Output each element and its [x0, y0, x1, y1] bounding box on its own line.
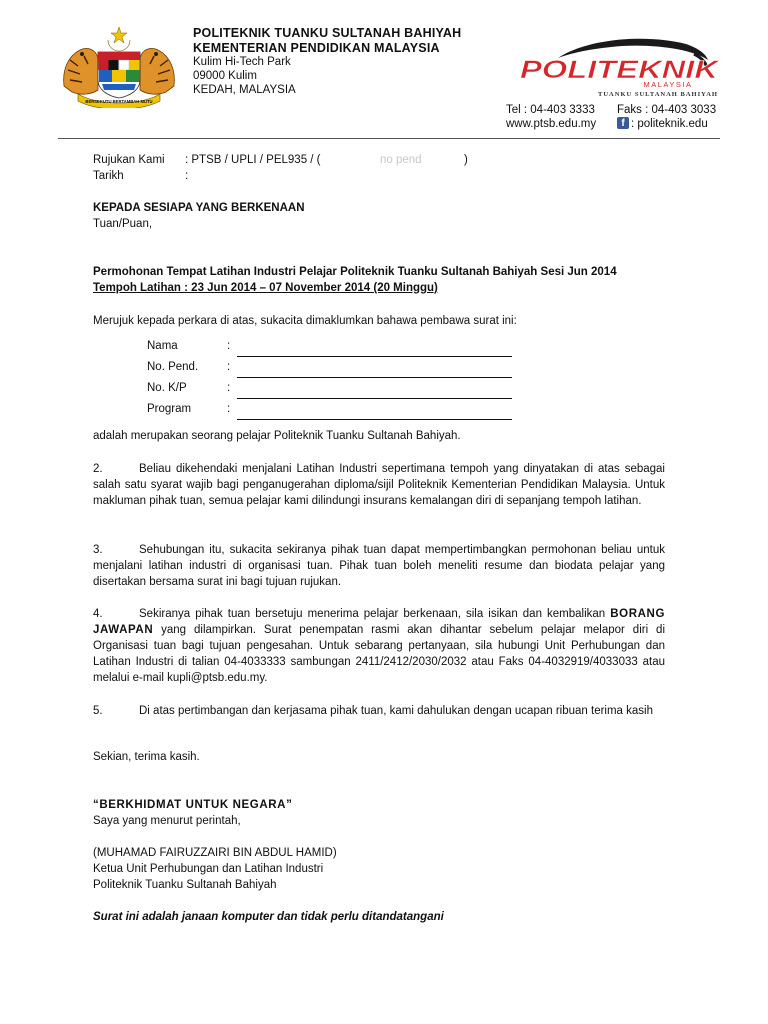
- tarikh-value: :: [185, 170, 189, 182]
- signer-title: Ketua Unit Perhubungan dan Latihan Industri: [93, 863, 324, 875]
- telephone: Tel : 04-403 3333: [506, 104, 595, 116]
- closing-thanks: Sekian, terima kasih.: [93, 751, 200, 763]
- paragraph-number: 3.: [93, 544, 103, 556]
- field-label-no-kp: No. K/P: [147, 382, 187, 394]
- signer-organisation: Politeknik Tuanku Sultanah Bahiyah: [93, 879, 277, 891]
- paragraph-number: 2.: [93, 463, 103, 475]
- crest-motto: BERSEKUTU BERTAMBAH MUTU: [85, 99, 153, 104]
- paragraph-4: [93, 606, 665, 686]
- paragraph-text: Sehubungan itu, sukacita sekiranya pihak tuan dapat mempertimbangkan permohonan beliau untuk menjalani latihan industri di organisasi tuan. Pihak tuan boleh meneliti resume dan biodata pelajar yang disertakan bersama surat ini bagi tujuan rujukan.: [93, 544, 665, 588]
- greeting: Tuan/Puan,: [93, 218, 153, 230]
- nama-fill-line: [237, 356, 512, 357]
- no-pend-fill-line: [237, 377, 512, 378]
- fax: Faks : 04-403 3033: [617, 104, 717, 116]
- logo-tagline: TUANKU SULTANAH BAHIYAH: [598, 91, 718, 98]
- field-colon: :: [227, 403, 231, 415]
- paragraph-3: [93, 542, 665, 590]
- field-label-no-pend: No. Pend.: [147, 361, 199, 373]
- no-kp-fill-line: [237, 398, 512, 399]
- paragraph-number: 4.: [93, 608, 103, 620]
- address-line-2: 09000 Kulim: [193, 70, 257, 82]
- malaysia-coat-of-arms-crest-icon: [58, 26, 180, 108]
- tarikh-label: Tarikh: [93, 170, 124, 182]
- rujukan-value: : PTSB / UPLI / PEL935 / (: [185, 154, 321, 166]
- paragraph-number: 5.: [93, 705, 103, 717]
- subject-line-1: Permohonan Tempat Latihan Industri Pelajar Politeknik Tuanku Sultanah Bahiyah Sesi Jun 2014: [93, 266, 617, 278]
- facebook-icon: f: [617, 117, 629, 129]
- student-statement: adalah merupakan seorang pelajar Politeknik Tuanku Sultanah Bahiyah.: [93, 430, 461, 442]
- intro-text: Merujuk kepada perkara di atas, sukacita dimaklumkan bahawa pembawa surat ini:: [93, 315, 517, 327]
- recipient-heading: KEPADA SESIAPA YANG BERKENAAN: [93, 202, 305, 214]
- computer-generated-note: Surat ini adalah janaan komputer dan tidak perlu ditandatangani: [93, 911, 444, 923]
- politeknik-logo: [518, 36, 722, 98]
- website-link[interactable]: www.ptsb.edu.my: [506, 118, 597, 130]
- program-fill-line: [237, 419, 512, 420]
- paragraph-text: Beliau dikehendaki menjalani Latihan Industri sepertimana tempoh yang dinyatakan di atas sebagai salah satu syarat wajib bagi penganugerahan diploma/sijil Politeknik Kementerian Pendidikan Malaysia. Untuk makluman pihak tuan, semua pelajar kami dilindungi insurans kemalangan diri di sepanjang tempoh latihan.: [93, 463, 665, 507]
- signer-name: (MUHAMAD FAIRUZZAIRI BIN ABDUL HAMID): [93, 847, 337, 859]
- field-colon: :: [227, 340, 231, 352]
- rujukan-label: Rujukan Kami: [93, 154, 165, 166]
- subject-line-2: Tempoh Latihan : 23 Jun 2014 – 07 November 2014 (20 Minggu): [93, 282, 438, 294]
- institution-name: POLITEKNIK TUANKU SULTANAH BAHIYAH: [193, 26, 462, 40]
- logo-country: MALAYSIA: [643, 80, 693, 89]
- field-label-nama: Nama: [147, 340, 178, 352]
- paragraph-2: [93, 461, 665, 509]
- rujukan-placeholder: no pend: [380, 154, 422, 166]
- field-colon: :: [227, 382, 231, 394]
- paragraph-text: Di atas pertimbangan dan kerjasama pihak tuan, kami dahulukan dengan ucapan ribuan terima kasih: [139, 705, 653, 717]
- logo-word: POLITEKNIK: [520, 56, 721, 84]
- ministry-name: KEMENTERIAN PENDIDIKAN MALAYSIA: [193, 41, 440, 55]
- paragraph-text: yang dilampirkan. Surat penempatan rasmi akan dihantar sebelum pelajar melapor diri di Organisasi tuan bagi tujuan pengesahan. Untuk sebarang pertanyaan, sila hubungi Unit Perhubungan dan Latihan Industri di talian 04-4033333 sambungan 2411/2412/2030/2032 atau Faks 04-4032919/4033033 atau melalui e-mail kupli@ptsb.edu.my.: [93, 624, 665, 684]
- yours-faithfully: Saya yang menurut perintah,: [93, 815, 241, 827]
- facebook-handle[interactable]: : politeknik.edu: [631, 118, 708, 130]
- paragraph-5: [93, 703, 665, 719]
- paragraph-text: Sekiranya pihak tuan bersetuju menerima pelajar berkenaan, sila isikan dan kembalikan: [139, 608, 606, 620]
- field-colon: :: [227, 361, 231, 373]
- header-divider: [58, 138, 720, 139]
- address-line-3: KEDAH, MALAYSIA: [193, 84, 296, 96]
- field-label-program: Program: [147, 403, 192, 415]
- service-motto: “BERKHIDMAT UNTUK NEGARA”: [93, 799, 293, 811]
- rujukan-close: ): [464, 154, 468, 166]
- borang-jawapan-emphasis: BORANG JAWAPAN: [93, 608, 665, 636]
- address-line-1: Kulim Hi-Tech Park: [193, 56, 291, 68]
